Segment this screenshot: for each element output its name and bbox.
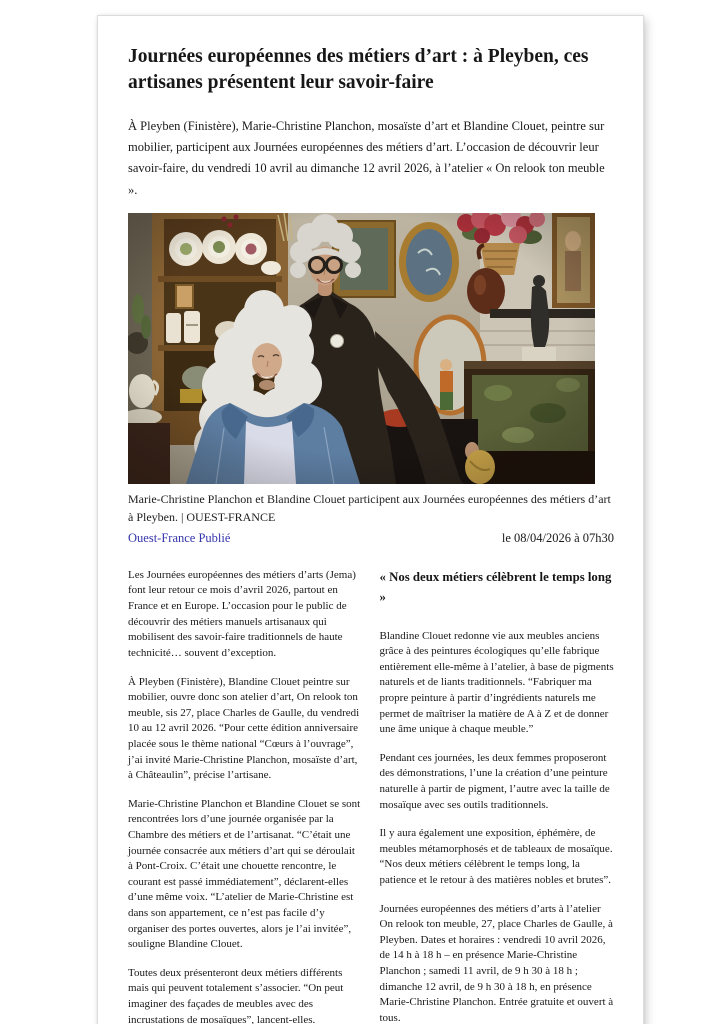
article-paragraph: Pendant ces journées, les deux femmes proposeront des démonstrations, l’une la création d’une peinture naturelle à partir de pigment, l’autre avec la taille de mosaïque avec ses outils traditionnels.: [379, 751, 610, 811]
photo-caption: Marie-Christine Planchon et Blandine Clouet participent aux Journées européennes des métiers d’art à Pleyben. | OUEST-FRANCE: [128, 491, 611, 524]
byline-row: [128, 531, 614, 546]
article-paragraph: Blandine Clouet redonne vie aux meubles anciens grâce à des peintures écologiques qu’elle fabrique entièrement elle-même à l’atelier, à base de pigments naturels et de liants traditionnels. “Fabriquer ma propre peinture à partir d’ingrédients naturels me permet de maîtriser la matière de A à Z et de donner une âme unique à chaque meuble.”: [379, 629, 614, 736]
article-paragraph: À Pleyben (Finistère), Blandine Clouet peintre sur mobilier, ouvre donc son atelier d’art, On relook ton meuble, sis 27, place Charles de Gaulle, du vendredi 10 au 12 avril 2026. “Pour cette édition anniversaire placée sous le thème national “Cœurs à l’ouvrage”, j’ai invité Marie-Christine Planchon, mosaïste d’art, à Châteaulin”, précise l’artisane.: [128, 675, 360, 782]
article-paragraph: Marie-Christine Planchon et Blandine Clouet se sont rencontrées lors d’une journée organisée par la Chambre des métiers et de l’artisanat. “C’était une journée consacrée aux métiers d’art qui se déroulait à Pont-Croix. C’était une chouette rencontre, le courant est passé immédiatement”, déclarent-elles d’une même voix. “L’atelier de Marie-Christine est dans son appartement, ce n’est pas facile d’y organiser des portes ouvertes, alors je l’ai invitée”, souligne Blandine Clouet.: [128, 797, 361, 951]
publisher-link[interactable]: Ouest-France Publié: [128, 530, 231, 545]
article-title: Journées européennes des métiers d’art : à Pleyben, ces artisanes présentent leur savoir-faire: [128, 46, 589, 93]
article-paragraph: Il y aura également une exposition, éphémère, de meubles métamorphosés et de tableaux de mosaïque. “Nos deux métiers célèbrent le temps long, la patience et le retour à des matières nobles et brutes”.: [379, 827, 613, 887]
left-column: [128, 568, 363, 1024]
right-column: [380, 568, 615, 1024]
article-paragraph: Toutes deux présenteront deux métiers différents mais qui peuvent totalement s’associer. “On peut imaginer des façades de meubles avec des incrustations de mosaïques”, lancent-elles.: [128, 966, 344, 1024]
publish-date: le 08/04/2026 à 07h30: [501, 530, 614, 545]
article-intro: À Pleyben (Finistère), Marie-Christine Planchon, mosaïste d’art et Blandine Clouet, peintre sur mobilier, participent aux Journées européennes des métiers d’art. L’occasion de découvrir leur savoir-faire, du vendredi 10 avril au dimanche 12 avril 2026, à l’atelier « On relook ton meuble ».: [128, 118, 605, 197]
article-card: [97, 15, 644, 1024]
article-paragraph: Les Journées européennes des métiers d’arts (Jema) font leur retour ce mois d’avril 2026, partout en France et en Europe. L’occasion pour le public de découvrir des métiers manuels artisanaux qui mobilisent des savoir-faire traditionnels de haute technicité… souvent d’exception.: [128, 568, 356, 659]
article-paragraph: Journées européennes des métiers d’arts à l’atelier On relook ton meuble, 27, place Charles de Gaulle, à Pleyben. Dates et horaires : vendredi 10 avril 2026, de 14 h à 18 h – en présence Marie-Christine Planchon ; samedi 11 avril, de 9 h 30 à 18 h ; dimanche 12 avril, de 9 h 30 à 18 h, en présence Marie-Christine Planchon. Entrée gratuite et ouvert à tous.: [379, 902, 614, 1024]
article-subheading: « Nos deux métiers célèbrent le temps long »: [379, 569, 612, 604]
article-body: [128, 568, 614, 1024]
article-photo: [128, 213, 595, 484]
article-figure: [128, 213, 614, 526]
